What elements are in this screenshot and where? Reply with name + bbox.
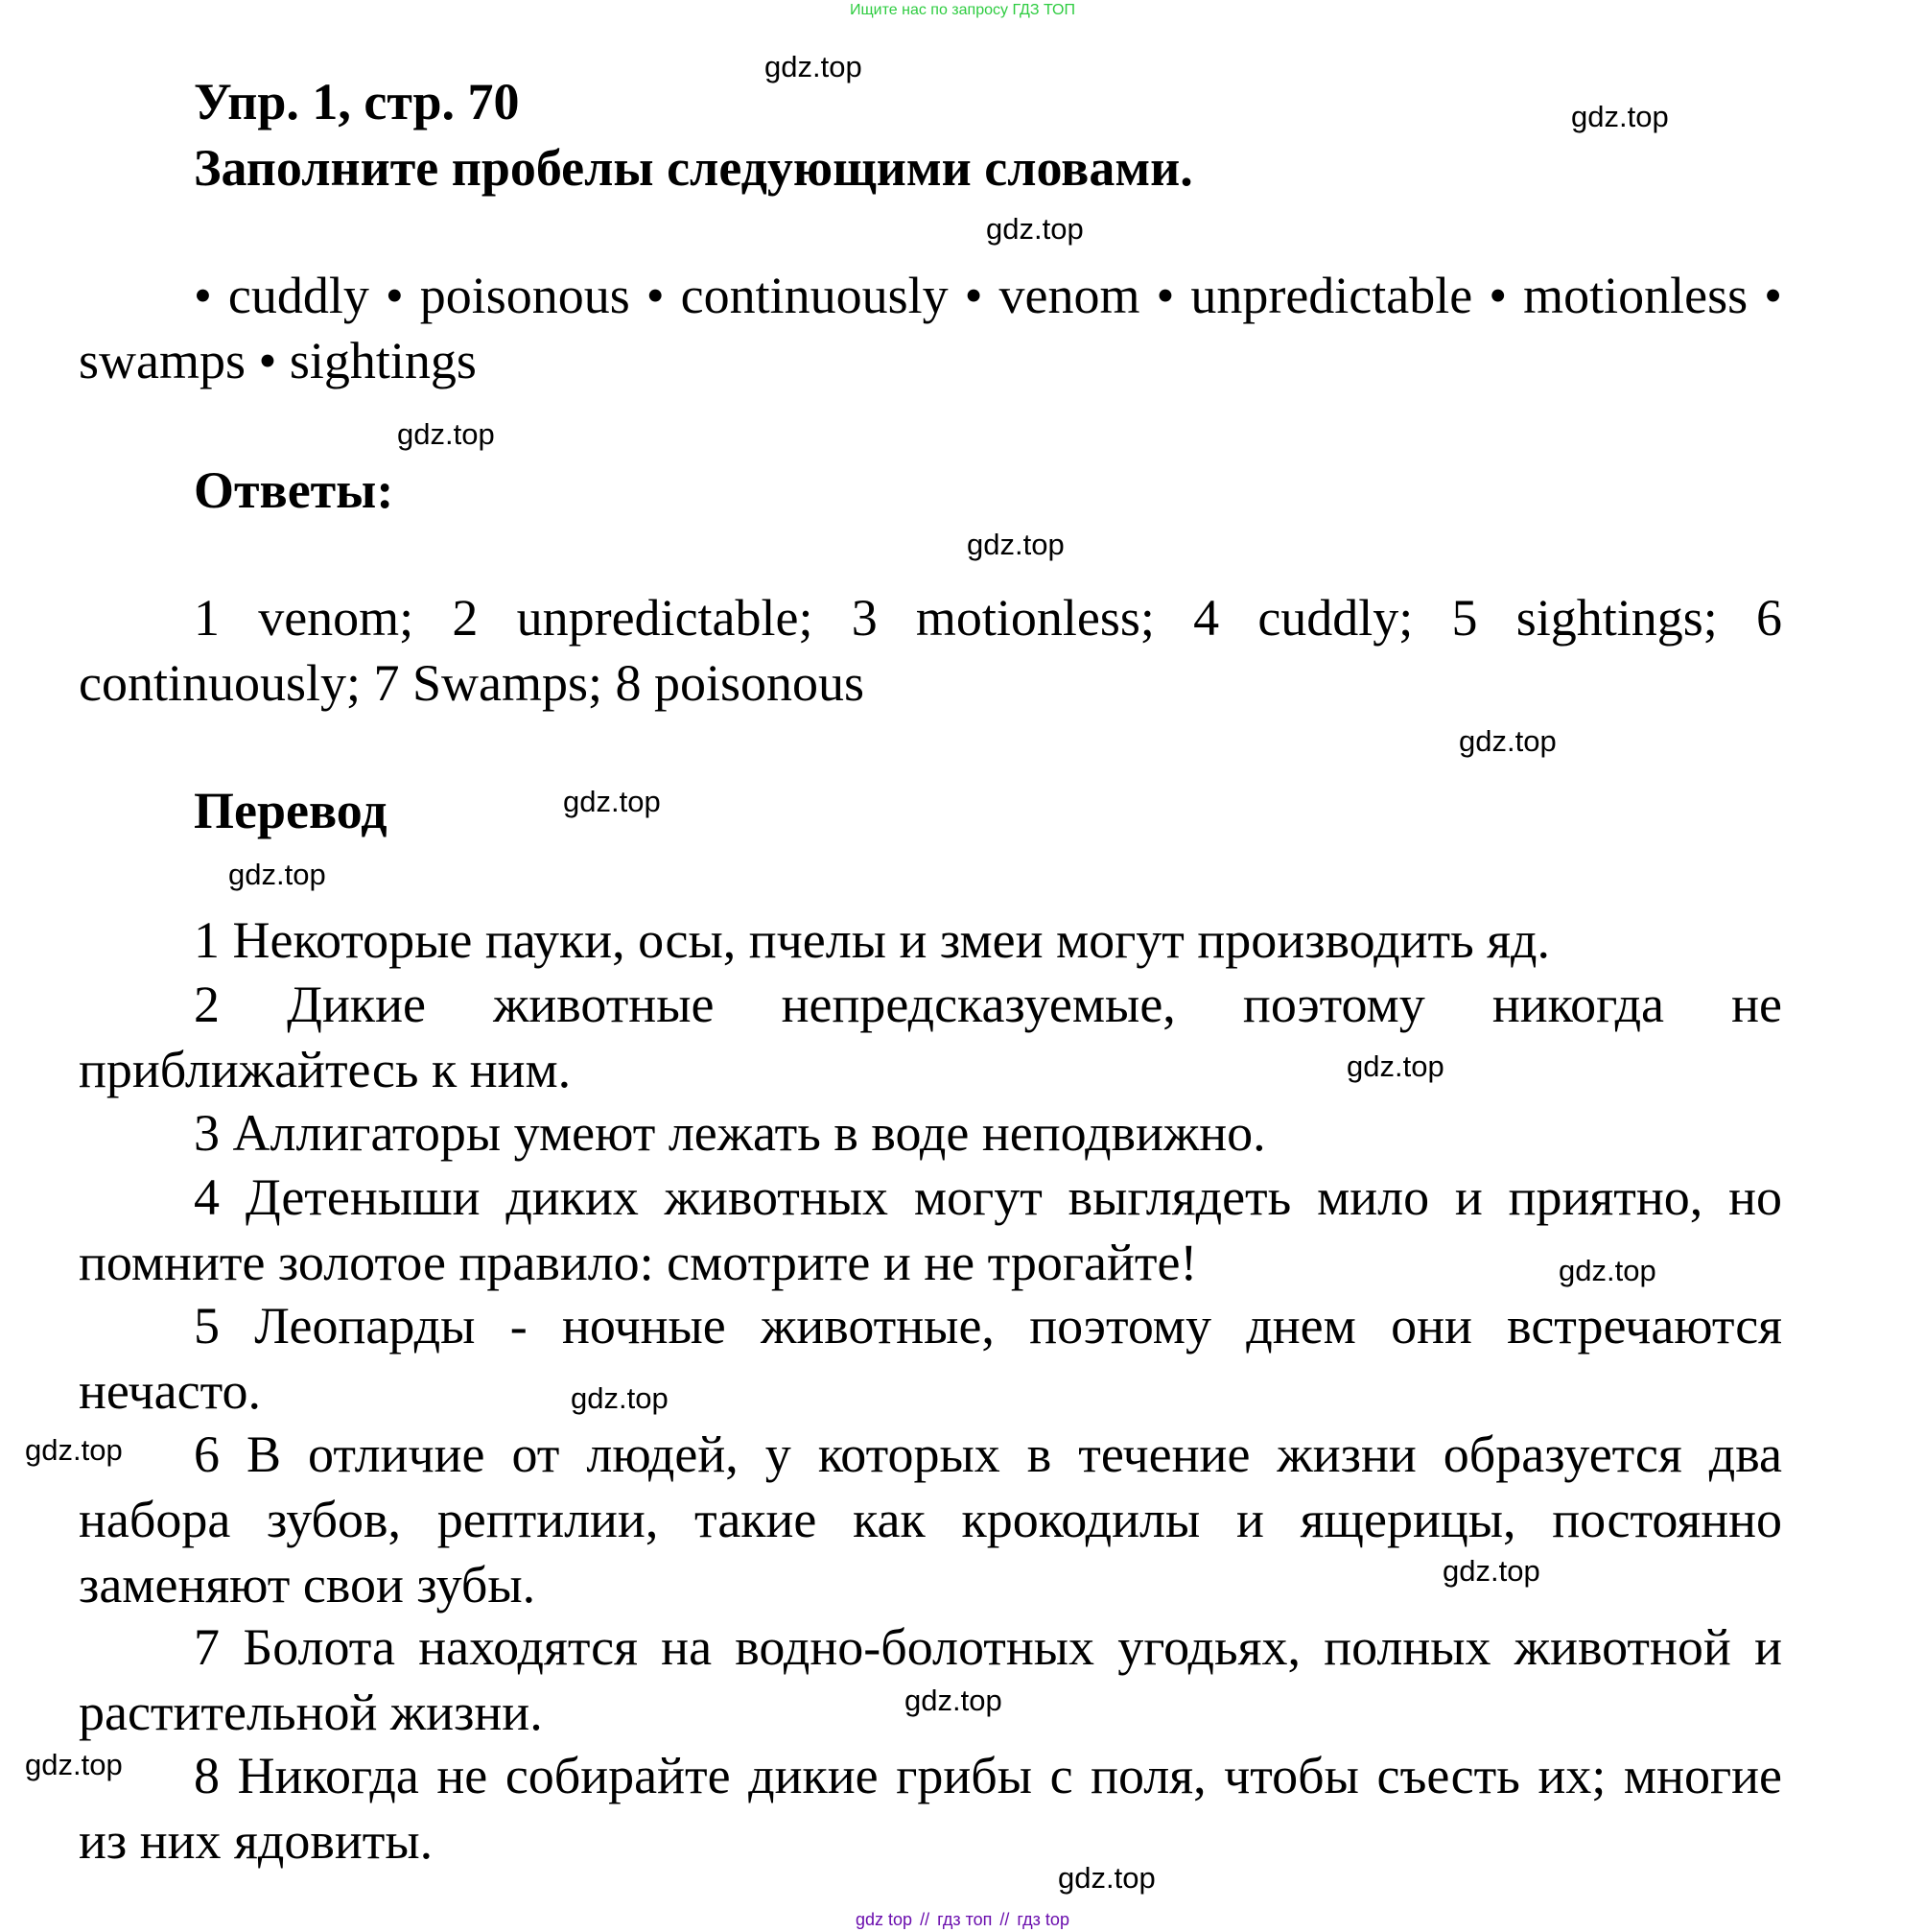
footer-link-2[interactable]: гдз топ <box>937 1910 993 1929</box>
watermark: gdz.top <box>904 1684 1002 1717</box>
watermark: gdz.top <box>563 785 661 818</box>
footer-separator: // <box>999 1910 1010 1929</box>
translation-item-8: 8 Никогда не собирайте дикие грибы с поля, чтобы съесть их; многие из них ядовиты. <box>79 1747 1782 1870</box>
watermark: gdz.top <box>986 212 1084 246</box>
exercise-title: Упр. 1, стр. 70 <box>194 73 520 130</box>
footer-separator: // <box>920 1910 930 1929</box>
watermark: gdz.top <box>1058 1861 1156 1895</box>
watermark: gdz.top <box>1571 100 1669 133</box>
watermark: gdz.top <box>967 528 1065 561</box>
watermark: gdz.top <box>25 1433 123 1467</box>
watermark: gdz.top <box>228 858 326 891</box>
watermark: gdz.top <box>1443 1554 1540 1588</box>
translation-item-6: 6 В отличие от людей, у которых в течение жизни образуется два набора зубов, рептилии, такие как крокодилы и ящерицы, постоянно заменяют свои зубы. <box>79 1425 1782 1614</box>
answers-heading: Ответы: <box>194 461 394 519</box>
watermark: gdz.top <box>1459 724 1557 758</box>
footer-link-1[interactable]: gdz top <box>856 1910 913 1929</box>
translation-item-7: 7 Болота находятся на водно-болотных угодьях, полных животной и растительной жизни. <box>79 1618 1782 1741</box>
watermark: gdz.top <box>764 50 862 83</box>
translation-item-2: 2 Дикие животные непредсказуемые, поэтому никогда не приближайтесь к ним. <box>79 976 1782 1098</box>
top-banner: Ищите нас по запросу ГДЗ ТОП <box>850 2 1075 18</box>
answers-text: 1 venom; 2 unpredictable; 3 motionless; 4 cuddly; 5 sightings; 6 continuously; 7 Swamps; 8 poisonous <box>79 589 1782 712</box>
translation-item-3: 3 Аллигаторы умеют лежать в воде неподвижно. <box>194 1104 1266 1162</box>
watermark: gdz.top <box>1559 1254 1656 1287</box>
task-instruction: Заполните пробелы следующими словами. <box>194 139 1193 197</box>
word-bank: • cuddly • poisonous • continuously • venom • unpredictable • motionless • swamps • sightings <box>79 267 1782 389</box>
watermark: gdz.top <box>397 417 495 451</box>
footer-links <box>0 1909 1925 1930</box>
watermark: gdz.top <box>571 1381 669 1415</box>
watermark: gdz.top <box>1347 1049 1444 1083</box>
translation-item-1: 1 Некоторые пауки, осы, пчелы и змеи могут производить яд. <box>194 911 1551 969</box>
translation-item-5: 5 Леопарды - ночные животные, поэтому днем они встречаются нечасто. <box>79 1297 1782 1420</box>
footer-link-3[interactable]: гдз top <box>1017 1910 1069 1929</box>
translation-item-4: 4 Детеныши диких животных могут выглядеть мило и приятно, но помните золотое правило: смотрите и не трогайте! <box>79 1168 1782 1291</box>
translation-heading: Перевод <box>194 782 387 839</box>
watermark: gdz.top <box>25 1748 123 1781</box>
